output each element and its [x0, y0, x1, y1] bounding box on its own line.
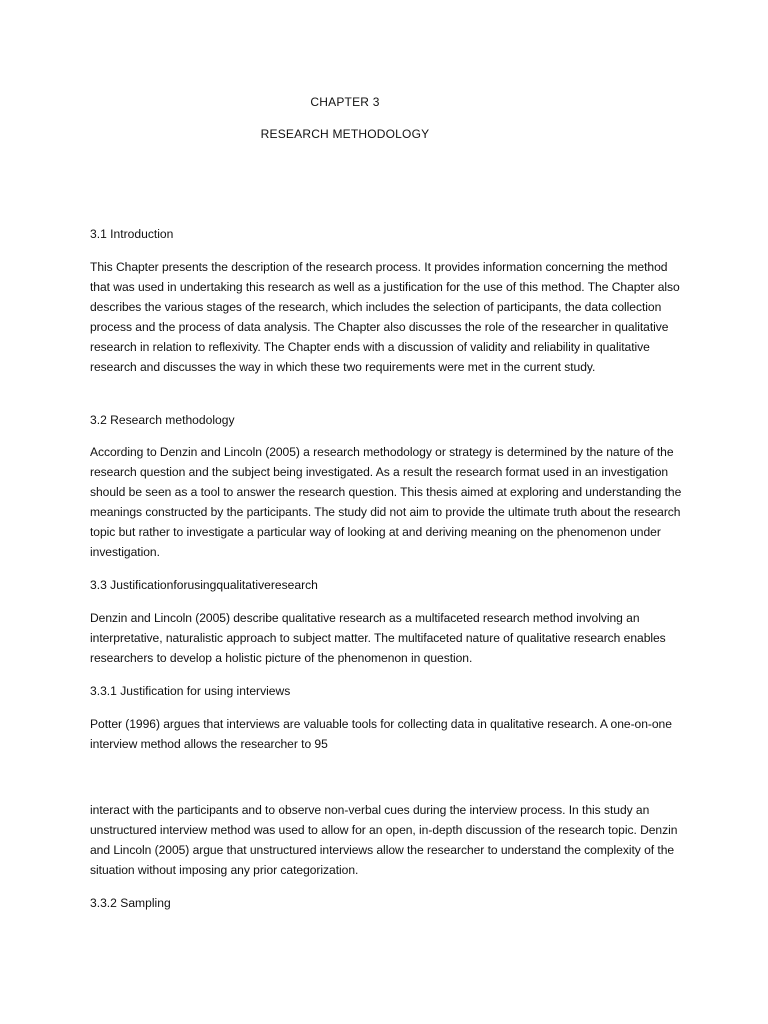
- paragraph: interact with the participants and to observe non-verbal cues during the interview process. In this study an unstructured interview method was used to allow for an open, in-depth discussion of the research topic. Denzin and Lincoln (2005) argue that unstructured interviews allow the researcher to understand the complexity of the situation without imposing any prior categorization.: [90, 803, 678, 878]
- section-heading-research-methodology: 3.2 Research methodology: [90, 413, 235, 427]
- section-body-research-methodology: [90, 442, 682, 563]
- section-heading-introduction: 3.1 Introduction: [90, 227, 174, 241]
- paragraph: Potter (1996) argues that interviews are valuable tools for collecting data in qualitative research. A one-on-one interview method allows the researcher to 95: [90, 717, 672, 752]
- chapter-number: CHAPTER 3: [310, 95, 380, 109]
- section-heading-sampling: 3.3.2 Sampling: [90, 896, 171, 910]
- continuation-paragraph: [90, 800, 682, 880]
- paragraph: According to Denzin and Lincoln (2005) a research methodology or strategy is determined by the nature of the research question and the subject being investigated. As a result the research format used in an investigation should be seen as a tool to answer the research question. This thesis aimed at exploring and understanding the meanings constructed by the participants. The study did not aim to provide the ultimate truth about the research topic but rather to investigate a particular way of looking at and deriving meaning on the phenomenon under investigation.: [90, 445, 682, 560]
- section-body-introduction: [90, 257, 682, 378]
- section-heading-qualitative-research: 3.3 Justificationforusingqualitativeresearch: [90, 578, 318, 592]
- section-body-qualitative-research: [90, 608, 682, 668]
- section-heading-interviews: 3.3.1 Justification for using interviews: [90, 684, 291, 698]
- section-body-interviews: [90, 714, 682, 754]
- chapter-title: RESEARCH METHODOLOGY: [260, 127, 430, 141]
- paragraph: Denzin and Lincoln (2005) describe qualitative research as a multifaceted research method involving an interpretative, naturalistic approach to subject matter. The multifaceted nature of qualitative research enables researchers to develop a holistic picture of the phenomenon in question.: [90, 611, 666, 666]
- paragraph: This Chapter presents the description of the research process. It provides information concerning the method that was used in undertaking this research as well as a justification for the use of this method. The Chapter also describes the various stages of the research, which includes the selection of participants, the data collection process and the process of data analysis. The Chapter also discusses the role of the researcher in qualitative research in relation to reflexivity. The Chapter ends with a discussion of validity and reliability in qualitative research and discusses the way in which these two requirements were met in the current study.: [90, 260, 680, 375]
